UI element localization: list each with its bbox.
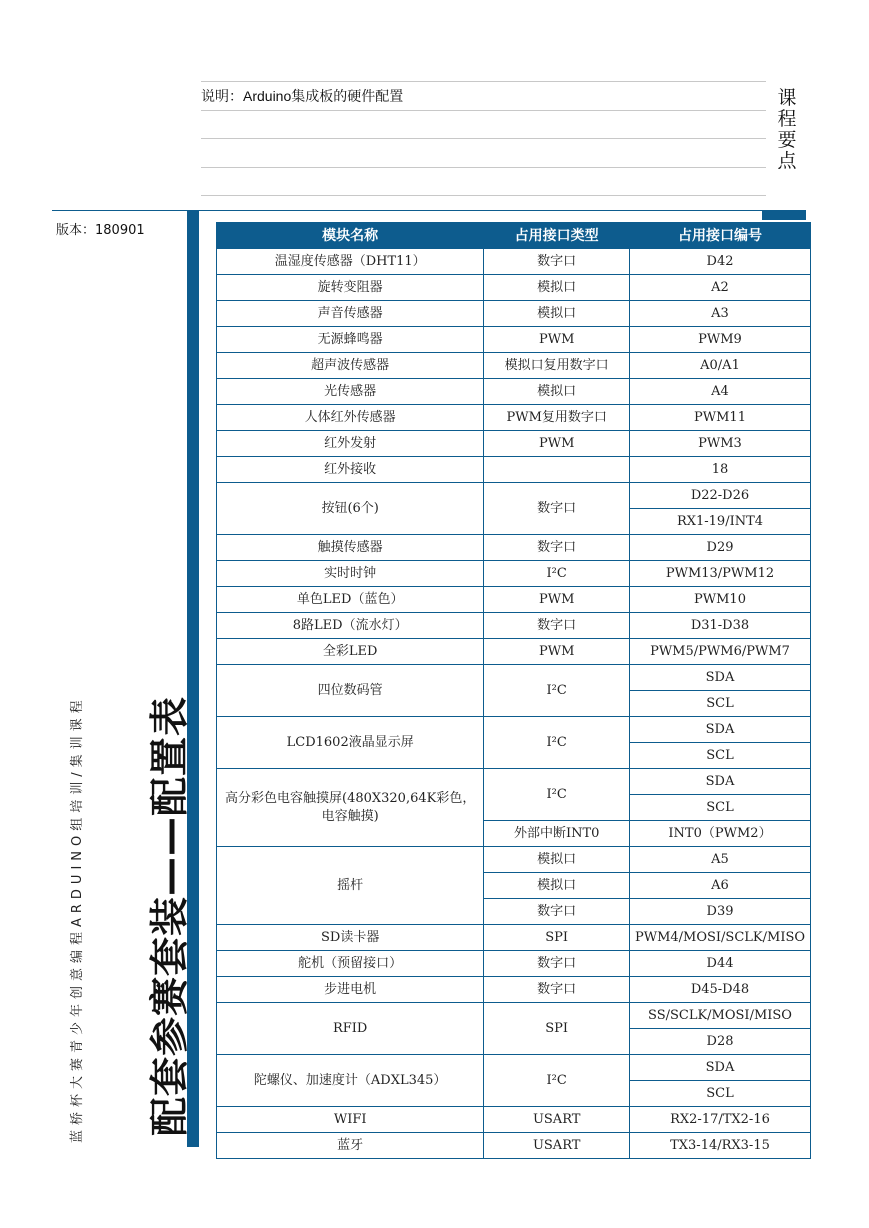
interface-type: SPI — [484, 1003, 630, 1055]
table-row — [217, 717, 811, 743]
table-row — [217, 665, 811, 691]
interface-type: I²C — [484, 717, 630, 769]
interface-type: 数字口 — [484, 951, 630, 977]
table-row — [217, 1003, 811, 1029]
table-row — [217, 275, 811, 301]
interface-type: 模拟口 — [484, 379, 630, 405]
module-name: 人体红外传感器 — [217, 405, 484, 431]
interface-type: 数字口 — [484, 483, 630, 535]
module-name: LCD1602液晶显示屏 — [217, 717, 484, 769]
vertical-subtitle: 蓝桥杯大赛青少年创意编程ARDUINO组培训/集训课程 — [70, 695, 85, 1143]
table-row — [217, 405, 811, 431]
interface-number: PWM9 — [630, 327, 811, 353]
module-name: 实时时钟 — [217, 561, 484, 587]
config-table — [216, 222, 811, 1159]
interface-number: SCL — [630, 743, 811, 769]
header-rule-5 — [201, 195, 766, 196]
interface-number: SDA — [630, 1055, 811, 1081]
interface-type: 模拟口 — [484, 275, 630, 301]
interface-number: RX1-19/INT4 — [630, 509, 811, 535]
module-name: WIFI — [217, 1107, 484, 1133]
table-header-row — [217, 223, 811, 249]
module-name: 声音传感器 — [217, 301, 484, 327]
interface-number: A3 — [630, 301, 811, 327]
module-name: 触摸传感器 — [217, 535, 484, 561]
table-row — [217, 431, 811, 457]
module-name: 光传感器 — [217, 379, 484, 405]
interface-type: 数字口 — [484, 613, 630, 639]
module-name: 超声波传感器 — [217, 353, 484, 379]
module-name: 8路LED（流水灯） — [217, 613, 484, 639]
table-row — [217, 951, 811, 977]
interface-type: USART — [484, 1107, 630, 1133]
table-row — [217, 379, 811, 405]
interface-number: PWM11 — [630, 405, 811, 431]
module-name: 步进电机 — [217, 977, 484, 1003]
table-row — [217, 847, 811, 873]
header-rule-3 — [201, 138, 766, 139]
module-name: 红外接收 — [217, 457, 484, 483]
interface-type: 外部中断INT0 — [484, 821, 630, 847]
interface-number: SDA — [630, 665, 811, 691]
interface-type: PWM — [484, 587, 630, 613]
interface-type: I²C — [484, 1055, 630, 1107]
interface-number: PWM10 — [630, 587, 811, 613]
interface-number: D29 — [630, 535, 811, 561]
module-name: SD读卡器 — [217, 925, 484, 951]
module-name: 按钮(6个) — [217, 483, 484, 535]
header-rule-2 — [201, 110, 766, 111]
module-name: 陀螺仪、加速度计（ADXL345） — [217, 1055, 484, 1107]
top-divider — [52, 210, 762, 211]
interface-type: PWM — [484, 431, 630, 457]
interface-number: A4 — [630, 379, 811, 405]
table-row — [217, 613, 811, 639]
interface-type: 数字口 — [484, 535, 630, 561]
module-name: 旋转变阻器 — [217, 275, 484, 301]
table-row — [217, 353, 811, 379]
table-row — [217, 483, 811, 509]
table-row — [217, 639, 811, 665]
module-name: 高分彩色电容触摸屏(480X320,64K彩色，电容触摸) — [217, 769, 484, 847]
table-row — [217, 561, 811, 587]
interface-type: 模拟口 — [484, 873, 630, 899]
module-name: 温湿度传感器（DHT11） — [217, 249, 484, 275]
table-row — [217, 977, 811, 1003]
interface-number: 18 — [630, 457, 811, 483]
interface-number: INT0（PWM2） — [630, 821, 811, 847]
interface-number: SDA — [630, 717, 811, 743]
module-name: RFID — [217, 1003, 484, 1055]
interface-number: SCL — [630, 1081, 811, 1107]
interface-number: SCL — [630, 795, 811, 821]
top-accent-block — [762, 210, 806, 220]
interface-number: TX3-14/RX3-15 — [630, 1133, 811, 1159]
header-rule-1 — [201, 81, 766, 82]
module-name: 无源蜂鸣器 — [217, 327, 484, 353]
interface-type: I²C — [484, 665, 630, 717]
table-row — [217, 1133, 811, 1159]
vertical-title: 配套参赛套装——配置表 — [148, 695, 193, 1136]
interface-type: 数字口 — [484, 249, 630, 275]
interface-number: D44 — [630, 951, 811, 977]
interface-number: PWM4/MOSI/SCLK/MISO — [630, 925, 811, 951]
table-row — [217, 535, 811, 561]
interface-type: PWM — [484, 639, 630, 665]
side-title: 课程要点 — [777, 87, 797, 172]
interface-type: PWM — [484, 327, 630, 353]
interface-type: 数字口 — [484, 977, 630, 1003]
interface-number: A0/A1 — [630, 353, 811, 379]
module-name: 红外发射 — [217, 431, 484, 457]
interface-type: I²C — [484, 561, 630, 587]
interface-type: USART — [484, 1133, 630, 1159]
table-row — [217, 925, 811, 951]
module-name: 蓝牙 — [217, 1133, 484, 1159]
header-interface-type: 占用接口类型 — [484, 223, 630, 249]
table-row — [217, 1107, 811, 1133]
module-name: 摇杆 — [217, 847, 484, 925]
interface-type: PWM复用数字口 — [484, 405, 630, 431]
interface-number: PWM5/PWM6/PWM7 — [630, 639, 811, 665]
interface-number: PWM3 — [630, 431, 811, 457]
interface-number: SS/SCLK/MOSI/MISO — [630, 1003, 811, 1029]
table-row — [217, 1055, 811, 1081]
module-name: 舵机（预留接口） — [217, 951, 484, 977]
table-row — [217, 249, 811, 275]
module-name: 全彩LED — [217, 639, 484, 665]
interface-number: A6 — [630, 873, 811, 899]
interface-number: A2 — [630, 275, 811, 301]
interface-number: RX2-17/TX2-16 — [630, 1107, 811, 1133]
interface-number: PWM13/PWM12 — [630, 561, 811, 587]
table-row — [217, 457, 811, 483]
interface-number: SDA — [630, 769, 811, 795]
table-row — [217, 301, 811, 327]
header-module-name: 模块名称 — [217, 223, 484, 249]
interface-type — [484, 457, 630, 483]
interface-number: A5 — [630, 847, 811, 873]
interface-number: D45-D48 — [630, 977, 811, 1003]
interface-type: 模拟口 — [484, 301, 630, 327]
interface-type: 模拟口复用数字口 — [484, 353, 630, 379]
interface-number: D28 — [630, 1029, 811, 1055]
header-interface-number: 占用接口编号 — [630, 223, 811, 249]
interface-type: 模拟口 — [484, 847, 630, 873]
header-rule-4 — [201, 167, 766, 168]
table-row — [217, 587, 811, 613]
table-row — [217, 327, 811, 353]
version-label: 版本：180901 — [56, 223, 145, 238]
interface-number: D42 — [630, 249, 811, 275]
interface-number: D39 — [630, 899, 811, 925]
module-name: 四位数码管 — [217, 665, 484, 717]
interface-number: SCL — [630, 691, 811, 717]
interface-type: 数字口 — [484, 899, 630, 925]
header-note: 说明：Arduino集成板的硬件配置 — [201, 88, 404, 104]
interface-type: SPI — [484, 925, 630, 951]
interface-number: D31-D38 — [630, 613, 811, 639]
module-name: 单色LED（蓝色） — [217, 587, 484, 613]
interface-number: D22-D26 — [630, 483, 811, 509]
interface-type: I²C — [484, 769, 630, 821]
table-row — [217, 769, 811, 795]
